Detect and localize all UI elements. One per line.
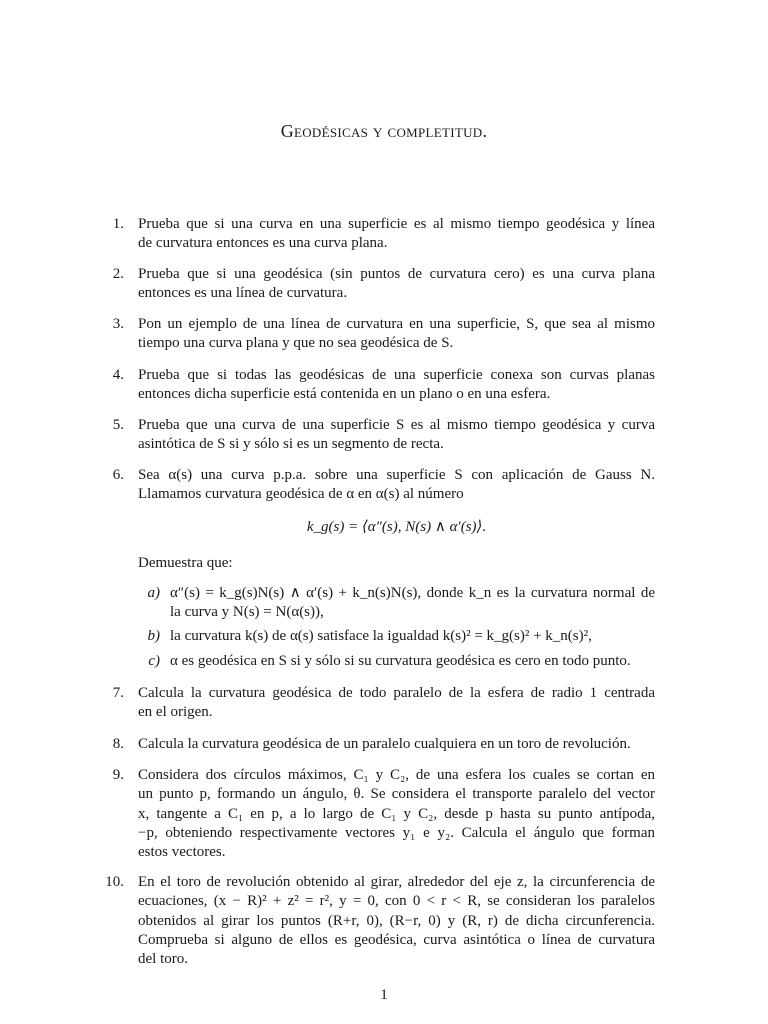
text-line: la curvatura k(s) de α(s) satisface la igualdad k(s)² = k_g(s)² + k_n(s)², xyxy=(170,628,592,644)
problem-text xyxy=(138,466,655,505)
text-line: obtenidos al girar los puntos (R+r, 0), (R−r, 0) y (R, r) de dicha circunferencia. xyxy=(138,912,655,929)
text-line: Pon un ejemplo de una línea de curvatura en una superficie, S, que sea al mismo xyxy=(138,316,655,332)
problem-text xyxy=(138,265,655,304)
text-line: tiempo una curva plana y que no sea geodésica de S. xyxy=(138,335,454,352)
document-title: Geodésicas y completitud. xyxy=(280,121,488,141)
text-line: α″(s) = k_g(s)N(s) ∧ α′(s) + k_n(s)N(s), donde k_n es la curvatura normal de xyxy=(170,585,655,601)
text-line: Comprueba si alguno de ellos es geodésica, curva asintótica o línea de curvatura xyxy=(138,931,655,948)
problem-number: 2. xyxy=(112,266,124,282)
text-line: la curva y N(s) = N(α(s)), xyxy=(170,604,324,621)
page-number: 1 xyxy=(380,987,388,1003)
problem-number: 5. xyxy=(112,417,124,433)
text-line: Considera dos círculos máximos, C₁ y C₂, de una esfera los cuales se cortan en xyxy=(138,767,655,783)
problem-number: 8. xyxy=(112,736,124,752)
subitem-c xyxy=(170,652,655,671)
subitem-label-a: a) xyxy=(147,585,160,601)
problem-number: 4. xyxy=(112,367,124,383)
problem-number: 9. xyxy=(112,767,124,783)
problem-followup xyxy=(138,554,655,573)
text-line: Calcula la curvatura geodésica de todo paralelo de la esfera de radio 1 centrada xyxy=(138,685,655,701)
text-line: Llamamos curvatura geodésica de α en α(s) al número xyxy=(138,486,464,503)
text-line: de curvatura entonces es una curva plana. xyxy=(138,235,388,252)
text-line: Prueba que si una curva en una superficie es al mismo tiempo geodésica y línea xyxy=(138,216,655,232)
text-line: entonces dicha superficie está contenida en un plano o en una esfera. xyxy=(138,386,551,403)
text-line: en el origen. xyxy=(138,704,213,721)
problem-text xyxy=(138,873,655,969)
subitem-b xyxy=(170,627,655,646)
text-line: −p, obteniendo respectivamente vectores y₁ e y₂. Calcula el ángulo que forman xyxy=(138,824,655,841)
text-line: Demuestra que: xyxy=(138,555,233,571)
problem-text xyxy=(138,416,655,455)
text-line: Prueba que si todas las geodésicas de una superficie conexa son curvas planas xyxy=(138,367,655,383)
text-line: En el toro de revolución obtenido al girar, alrededor del eje z, la circunferencia de xyxy=(138,874,655,890)
problem-text xyxy=(138,366,655,405)
text-line: Sea α(s) una curva p.p.a. sobre una superficie S con aplicación de Gauss N. xyxy=(138,467,655,483)
text-line: asintótica de S si y sólo si es un segmento de recta. xyxy=(138,436,444,453)
problem-text xyxy=(138,766,655,862)
text-line: Prueba que si una geodésica (sin puntos de curvatura cero) es una curva plana xyxy=(138,266,655,282)
text-line: Calcula la curvatura geodésica de un paralelo cualquiera en un toro de revolución. xyxy=(138,736,631,752)
problem-number: 10. xyxy=(105,874,124,890)
problem-text xyxy=(138,684,655,723)
text-line: entonces es una línea de curvatura. xyxy=(138,285,348,302)
text-line: ecuaciones, (x − R)² + z² = r², y = 0, con 0 < r < R, se consideran los paralelos xyxy=(138,893,655,910)
text-line: Prueba que una curva de una superficie S es al mismo tiempo geodésica y curva xyxy=(138,417,655,433)
text-line: x, tangente a C₁ en p, a lo largo de C₁ y C₂, desde p hasta su punto antípoda, xyxy=(138,805,655,822)
subitem-a xyxy=(170,584,655,623)
subitem-label-b: b) xyxy=(147,628,160,644)
text-line: estos vectores. xyxy=(138,844,226,861)
text-line: α es geodésica en S si y sólo si su curvatura geodésica es cero en todo punto. xyxy=(170,653,631,669)
problem-text xyxy=(138,735,655,754)
text-line: un punto p, formando un ángulo, θ. Se considera el transporte paralelo del vector xyxy=(138,786,655,803)
problem-number: 7. xyxy=(112,685,124,701)
problem-number: 3. xyxy=(112,316,124,332)
problem-number: 1. xyxy=(112,216,124,232)
problem-text xyxy=(138,215,655,254)
text-line: del toro. xyxy=(138,951,188,968)
curvature-equation: k_g(s) = ⟨α″(s), N(s) ∧ α′(s)⟩. xyxy=(306,519,487,535)
problem-number: 6. xyxy=(112,467,124,483)
problem-text xyxy=(138,315,655,354)
subitem-label-c: c) xyxy=(148,653,160,669)
